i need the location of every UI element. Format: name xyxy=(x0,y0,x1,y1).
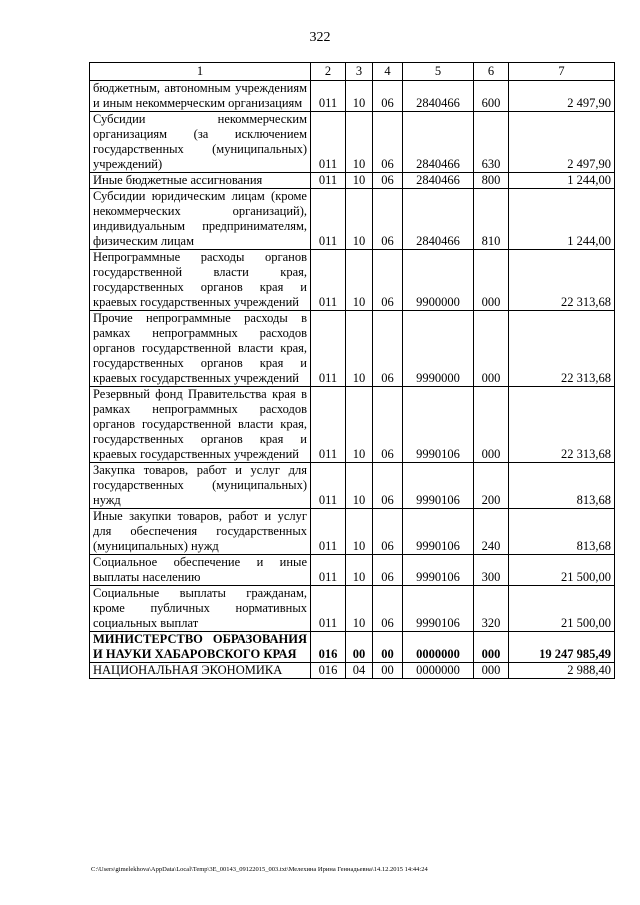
row-ministry-code: 011 xyxy=(311,112,346,173)
row-target-article: 9990106 xyxy=(403,387,474,463)
row-target-article: 2840466 xyxy=(403,112,474,173)
row-name: Резервный фонд Правительства края в рамках непрограммных расходов органов государственной власти края, государственных органов края и краевых государственных учреждений xyxy=(90,387,311,463)
row-ministry-code: 011 xyxy=(311,311,346,387)
row-subsection: 00 xyxy=(373,663,403,679)
row-name: Иные закупки товаров, работ и услуг для обеспечения государственных (муниципальных) нужд xyxy=(90,509,311,555)
row-amount: 22 313,68 xyxy=(509,387,615,463)
row-ministry-code: 011 xyxy=(311,250,346,311)
row-section: 10 xyxy=(346,463,373,509)
row-amount: 19 247 985,49 xyxy=(509,632,615,663)
row-subsection: 06 xyxy=(373,81,403,112)
row-subsection: 06 xyxy=(373,463,403,509)
table-row xyxy=(90,463,615,509)
row-target-article: 9990106 xyxy=(403,463,474,509)
table-row xyxy=(90,509,615,555)
row-ministry-code: 011 xyxy=(311,189,346,250)
row-section: 10 xyxy=(346,555,373,586)
row-expense-type: 000 xyxy=(474,250,509,311)
row-name: НАЦИОНАЛЬНАЯ ЭКОНОМИКА xyxy=(90,663,311,679)
row-target-article: 2840466 xyxy=(403,81,474,112)
table-row xyxy=(90,189,615,250)
row-ministry-code: 011 xyxy=(311,509,346,555)
row-subsection: 06 xyxy=(373,189,403,250)
row-ministry-code: 011 xyxy=(311,463,346,509)
row-amount: 22 313,68 xyxy=(509,311,615,387)
table-row xyxy=(90,586,615,632)
header-col-1: 1 xyxy=(90,63,311,81)
row-ministry-code: 016 xyxy=(311,663,346,679)
row-section: 10 xyxy=(346,311,373,387)
header-col-2: 2 xyxy=(311,63,346,81)
row-ministry-code: 011 xyxy=(311,173,346,189)
row-subsection: 06 xyxy=(373,250,403,311)
row-expense-type: 000 xyxy=(474,311,509,387)
row-ministry-code: 011 xyxy=(311,586,346,632)
row-section: 10 xyxy=(346,81,373,112)
row-section: 10 xyxy=(346,509,373,555)
row-subsection: 06 xyxy=(373,586,403,632)
row-expense-type: 200 xyxy=(474,463,509,509)
row-ministry-code: 011 xyxy=(311,81,346,112)
file-path-footer: C:\Users\gimelekhova\AppData\Local\Temp\3E_00143_09122015_003.txt\Мелехина Ирина Геннадьевна\14.12.2015 14:44:24 xyxy=(91,866,428,873)
row-subsection: 06 xyxy=(373,555,403,586)
table-row xyxy=(90,555,615,586)
row-target-article: 0000000 xyxy=(403,663,474,679)
row-target-article: 9990106 xyxy=(403,509,474,555)
table-row xyxy=(90,81,615,112)
row-expense-type: 320 xyxy=(474,586,509,632)
row-subsection: 06 xyxy=(373,509,403,555)
row-section: 10 xyxy=(346,250,373,311)
row-expense-type: 240 xyxy=(474,509,509,555)
row-target-article: 9990106 xyxy=(403,586,474,632)
row-target-article: 2840466 xyxy=(403,189,474,250)
row-section: 10 xyxy=(346,387,373,463)
row-amount: 2 497,90 xyxy=(509,112,615,173)
row-subsection: 00 xyxy=(373,632,403,663)
page-number: 322 xyxy=(309,30,331,45)
table-header-row xyxy=(90,63,615,81)
row-subsection: 06 xyxy=(373,173,403,189)
row-amount: 1 244,00 xyxy=(509,189,615,250)
row-subsection: 06 xyxy=(373,112,403,173)
row-name: Закупка товаров, работ и услуг для государственных (муниципальных) нужд xyxy=(90,463,311,509)
row-amount: 813,68 xyxy=(509,509,615,555)
row-amount: 21 500,00 xyxy=(509,555,615,586)
row-target-article: 2840466 xyxy=(403,173,474,189)
table-row xyxy=(90,663,615,679)
row-name: Субсидии юридическим лицам (кроме некоммерческих организаций), индивидуальным предпринимателям, физическим лицам xyxy=(90,189,311,250)
row-amount: 1 244,00 xyxy=(509,173,615,189)
row-expense-type: 000 xyxy=(474,632,509,663)
row-amount: 813,68 xyxy=(509,463,615,509)
header-col-5: 5 xyxy=(403,63,474,81)
table-row xyxy=(90,311,615,387)
row-section: 10 xyxy=(346,189,373,250)
row-expense-type: 000 xyxy=(474,387,509,463)
header-col-4: 4 xyxy=(373,63,403,81)
budget-table xyxy=(89,62,615,679)
row-name: МИНИСТЕРСТВО ОБРАЗОВАНИЯ И НАУКИ ХАБАРОВСКОГО КРАЯ xyxy=(90,632,311,663)
table-row xyxy=(90,387,615,463)
row-name: Непрограммные расходы органов государственной власти края, государственных органов края и краевых государственных учреждений xyxy=(90,250,311,311)
header-col-6: 6 xyxy=(474,63,509,81)
row-name: Социальное обеспечение и иные выплаты населению xyxy=(90,555,311,586)
row-amount: 21 500,00 xyxy=(509,586,615,632)
row-expense-type: 810 xyxy=(474,189,509,250)
row-expense-type: 800 xyxy=(474,173,509,189)
table-row xyxy=(90,250,615,311)
table-row xyxy=(90,173,615,189)
row-section: 10 xyxy=(346,586,373,632)
row-expense-type: 630 xyxy=(474,112,509,173)
row-subsection: 06 xyxy=(373,387,403,463)
row-target-article: 0000000 xyxy=(403,632,474,663)
row-name: Прочие непрограммные расходы в рамках непрограммных расходов органов государственной власти края, государственных органов края и краевых государственных учреждений xyxy=(90,311,311,387)
row-amount: 2 988,40 xyxy=(509,663,615,679)
row-section: 10 xyxy=(346,112,373,173)
table-row-ministry-total xyxy=(90,632,615,663)
row-target-article: 9900000 xyxy=(403,250,474,311)
row-section: 00 xyxy=(346,632,373,663)
table-row xyxy=(90,112,615,173)
header-col-3: 3 xyxy=(346,63,373,81)
row-ministry-code: 011 xyxy=(311,387,346,463)
row-expense-type: 600 xyxy=(474,81,509,112)
row-amount: 22 313,68 xyxy=(509,250,615,311)
row-ministry-code: 016 xyxy=(311,632,346,663)
row-subsection: 06 xyxy=(373,311,403,387)
row-expense-type: 300 xyxy=(474,555,509,586)
row-expense-type: 000 xyxy=(474,663,509,679)
row-name: Иные бюджетные ассигнования xyxy=(90,173,311,189)
row-ministry-code: 011 xyxy=(311,555,346,586)
row-section: 10 xyxy=(346,173,373,189)
row-name: Социальные выплаты гражданам, кроме публичных нормативных социальных выплат xyxy=(90,586,311,632)
row-name: бюджетным, автономным учреждениям и иным некоммерческим организациям xyxy=(90,81,311,112)
row-target-article: 9990106 xyxy=(403,555,474,586)
row-section: 04 xyxy=(346,663,373,679)
header-col-7: 7 xyxy=(509,63,615,81)
row-amount: 2 497,90 xyxy=(509,81,615,112)
row-name: Субсидии некоммерческим организациям (за исключением государственных (муниципальных) учреждений) xyxy=(90,112,311,173)
row-target-article: 9990000 xyxy=(403,311,474,387)
